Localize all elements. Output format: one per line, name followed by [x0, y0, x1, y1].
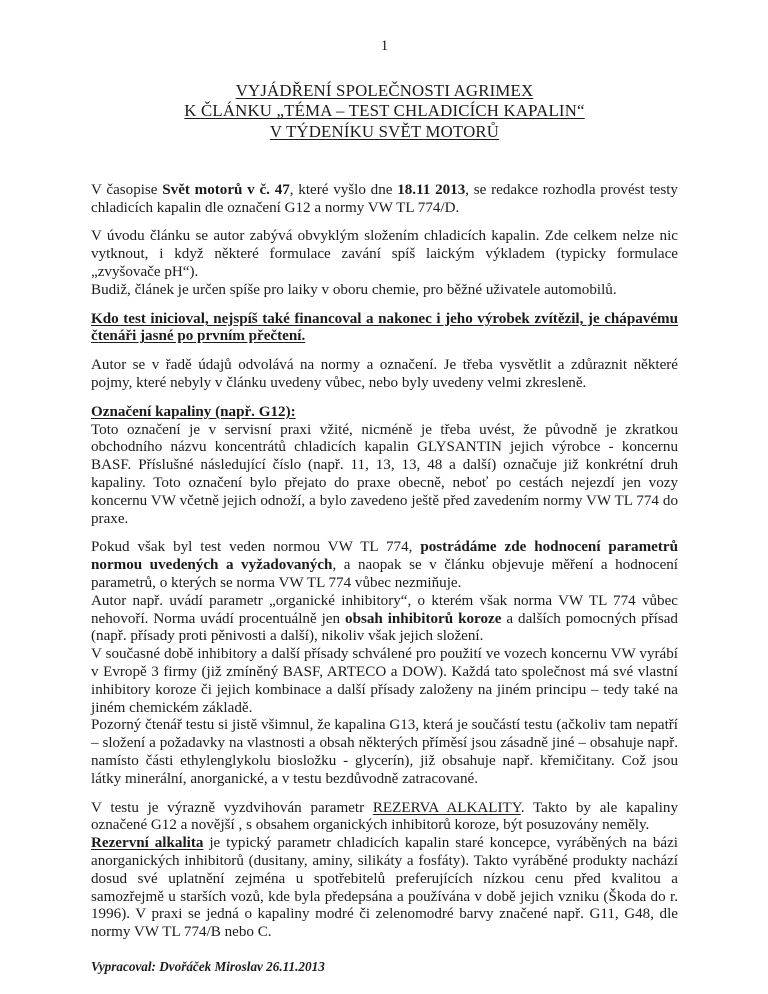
text-segment: , se redakce rozhodla provést testy chladicích kapalin dle označení G12 a normy VW TL 774/D.: [91, 181, 678, 216]
text-segment: Toto označení je v servisní praxi vžité, nicméně je třeba uvést, že původně je zkratkou obchodního názvu koncentrátů chladicích kapalin GLYSANTIN jejich výrobce - koncernu BASF. Příslušné následující číslo (např. 11, 13, 13, 48 a další) označuje již konkrétní druh kapaliny. Toto označení bylo přejato do praxe obecně, neboť po cestách nejezdí jen vozy koncernu VW včetně jejich odnoží, a bylo zavedeno ještě před zavedením normy VW TL 774 do praxe.: [91, 421, 678, 527]
paragraph-tri-firmy: [91, 646, 678, 717]
text-segment: 18.11 2013: [397, 181, 466, 198]
title-line-1: [91, 81, 678, 101]
text-segment: , které vyšlo dne: [289, 181, 398, 198]
text-segment: Označení kapaliny (např. G12):: [91, 403, 296, 420]
footer-text: Vypracoval: Dvořáček Miroslav 26.11.2013: [91, 958, 325, 974]
paragraph-pokud-vsak-test: [91, 539, 678, 592]
text-segment: Autor např. uvádí parametr „organické inhibitory“, o kterém však norma VW TL 774 vůbec nehovoří. Norma uvádí procentuálně jen: [91, 592, 678, 627]
text-segment: V současné době inhibitory a další přísady schválené pro použití ve vozech koncernu VW vyrábí v Evropě 3 firmy (již zmíněný BASF, ARTECO a DOW). Každá tato společnost má své vlastní inhibitory koroze či jejich kombinace a další přísady založeny na jiném principu – tedy také na jiném chemickém základě.: [91, 646, 678, 716]
paragraph-autor-normy: [91, 357, 678, 393]
text-segment: Autor se v řadě údajů odvolává na normy a označení. Je třeba vysvětlit a zdůraznit některé pojmy, které nebyly v článku uvedeny vůbec, nebo byly uvedeny velmi zkresleně.: [91, 357, 678, 392]
title-line-3: [91, 122, 678, 142]
title-line-2: [91, 101, 678, 121]
document-body: [91, 182, 678, 942]
paragraph-intro: [91, 182, 678, 218]
text-segment: Pokud však byl test veden normou VW TL 774,: [91, 539, 421, 556]
text-segment: postrádáme zde hodnocení parametrů normou uvedených a vyžadovaných: [91, 539, 679, 574]
text-segment: REZERVA ALKALITY: [372, 799, 521, 816]
paragraph-budiz: [91, 282, 678, 300]
text-segment: V úvodu článku se autor zabývá obvyklým složením chladicích kapalin. Zde celkem nelze nic vytknout, i když některé formulace zavání spíš laickým výkladem (typicky formulace „zvyšovače pH“).: [91, 228, 678, 281]
paragraph-oznaceni-text: [91, 422, 678, 529]
heading-oznaceni-kapaliny: [91, 404, 678, 422]
text-segment: Pozorný čtenář testu si jistě všimnul, že kapalina G13, která je součástí testu (ačkoliv tam nepatří – složení a požadavky na vlastnosti a obsah některých příměsí jsou zásadně jiné – obsahuje např. namísto části ethylenglykolu biosložku - glycerín), již obsahuje např. křemičitany. Což jsou látky minerální, anorganické, a v testu bezdůvodně zatracované.: [91, 717, 678, 787]
text-segment: Svět motorů v č. 47: [162, 181, 290, 198]
page-number: 1: [380, 38, 389, 54]
text-segment: obsah inhibitorů koroze: [345, 610, 502, 627]
text-segment: V testu je výrazně vyzdvihován parametr: [91, 799, 373, 816]
title-line-2-text: K ČLÁNKU „TÉMA – TEST CHLADICÍCH KAPALIN“: [184, 101, 585, 121]
footer-author-line: [91, 959, 678, 975]
paragraph-rezervni-alkalita: [91, 835, 678, 942]
text-segment: Budiž, článek je určen spíše pro laiky v oboru chemie, pro běžné uživatele automobilů.: [91, 281, 617, 298]
text-segment: Kdo test inicioval, nejspíš také financoval a nakonec i jeho výrobek zvítězil, je chápavému čtenáři jasné po prvním přečtení.: [91, 310, 678, 345]
paragraph-organicke-inhibitory: [91, 593, 678, 646]
text-segment: je typický parametr chladicích kapalin staré koncepce, vyráběných na bázi anorganických inhibitorů (dusitany, aminy, silikáty a fosfáty). Takto vyráběné produkty nachází dosud své uplatnění zejména u spotřebitelů preferujících nízkou cenu před kvalitou a samozřejmě u starších vozů, kde byla předepsána a používána v době jejich vzniku (Škoda do r. 1996). V praxi se jedná o kapaliny modré či zelenomodré barvy značené např. G11, G48, dle normy VW TL 774/B nebo C.: [91, 835, 678, 941]
document-title: [91, 81, 678, 142]
text-segment: a dalších pomocných přísad (např. přísady proti pěnivosti a další), nikoliv však jejich složení.: [91, 610, 678, 645]
paragraph-uvod-clanku: [91, 228, 678, 281]
paragraph-rezerva-alkality: [91, 800, 678, 836]
paragraph-kapalina-g13: [91, 717, 678, 788]
text-segment: Rezervní alkalita: [91, 835, 204, 852]
title-line-3-text: V TÝDENÍKU SVĚT MOTORŮ: [269, 121, 500, 141]
statement-kdo-test: [91, 311, 678, 347]
text-segment: . Takto by ale kapaliny označené G12 a novější , s obsahem organických inhibitorů koroze, být posuzovány neměly.: [91, 799, 678, 834]
text-segment: V časopise: [91, 181, 163, 198]
text-segment: , a naopak se v článku objevuje měření a hodnocení parametrů, o kterých se norma VW TL 774 vůbec nezmiňuje.: [91, 557, 679, 592]
title-line-1-text: VYJÁDŘENÍ SPOLEČNOSTI AGRIMEX: [235, 81, 534, 100]
